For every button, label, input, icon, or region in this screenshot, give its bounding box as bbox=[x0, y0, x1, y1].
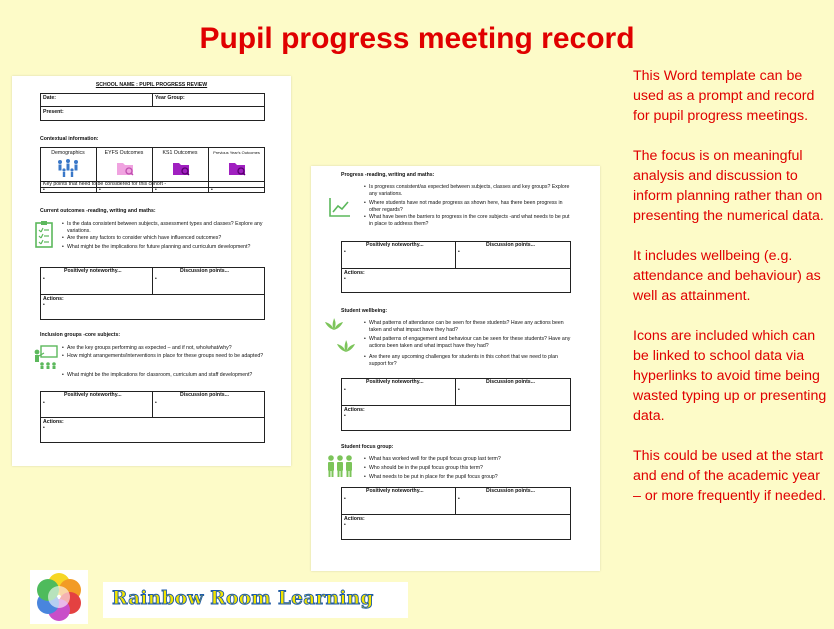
focus-bullet-3: What needs to be put in place for the pupil focus group? bbox=[369, 474, 498, 480]
actions-label-2: Actions: bbox=[43, 419, 64, 425]
actions-label-3: Actions: bbox=[344, 270, 365, 276]
brand-name: Rainbow Room Learning bbox=[112, 588, 374, 609]
progress-heading: Progress -reading, writing and maths: bbox=[341, 172, 435, 178]
positive-label-3: Positively noteworthy... bbox=[366, 242, 424, 248]
outcomes-bullet-1: Is the data consistent between subjects, assessment types and classes? Explore any variations. bbox=[67, 221, 263, 234]
positive-label-4: Positively noteworthy... bbox=[366, 379, 424, 385]
clipboard-icon bbox=[34, 220, 54, 248]
inclusion-heading: Inclusion groups -core subjects: bbox=[40, 332, 121, 338]
outcomes-bullet-2: Are there any factors to consider which have influenced outcomes? bbox=[67, 235, 222, 241]
flower-of-life-icon bbox=[30, 570, 88, 624]
positive-label-1: Positively noteworthy... bbox=[64, 268, 122, 274]
wellbeing-bullet-3: Are there any upcoming challenges for students in this cohort that we need to plan support for? bbox=[369, 354, 558, 367]
eyfs-folder-icon[interactable] bbox=[116, 160, 134, 176]
description-paragraph-4: Icons are included which can be linked to school data via hyperlinks to avoid time being wasted typing up or presenting data. bbox=[633, 328, 827, 424]
wellbeing-bullet-2: What patterns of engagement and behaviour can be seen for these students? Have any actions been taken and what impact have they had? bbox=[369, 336, 571, 349]
contextual-heading: Contextual information: bbox=[40, 136, 99, 142]
actions-label-1: Actions: bbox=[43, 296, 64, 302]
page-title: Pupil progress meeting record bbox=[199, 22, 635, 55]
focus-bullet-2: Who should be in the pupil focus group this term? bbox=[369, 465, 483, 471]
discussion-label-3: Discussion points... bbox=[486, 242, 536, 248]
inclusion-bullet-3: What might be the implications for classroom, curriculum and staff development? bbox=[67, 372, 253, 378]
progress-notes-table bbox=[341, 241, 571, 293]
focus-heading: Student focus group: bbox=[341, 444, 394, 450]
previous-year-label: Previous Year's Outcomes bbox=[213, 150, 260, 155]
key-points-text: Key points that need to be considered for this cohort - bbox=[43, 181, 167, 187]
previous-year-folder-icon[interactable] bbox=[228, 160, 246, 176]
actions-label-4: Actions: bbox=[344, 407, 365, 413]
wellbeing-heading: Student wellbeing: bbox=[341, 308, 388, 314]
discussion-label-5: Discussion points... bbox=[486, 488, 536, 494]
ks1-label: KS1 Outcomes bbox=[162, 150, 198, 156]
date-label: Date: bbox=[43, 95, 56, 101]
group-icon bbox=[325, 454, 355, 478]
present-label: Present: bbox=[43, 109, 64, 115]
description-paragraph-2: The focus is on meaningful analysis and discussion to inform planning rather than on presenting the numerical data. bbox=[633, 148, 824, 224]
outcomes-bullet-3: What might be the implications for future planning and curriculum development? bbox=[67, 244, 251, 250]
description-paragraph-5: This could be used at the start and end of the academic year – or more frequently if needed. bbox=[633, 448, 827, 504]
discussion-label-1: Discussion points... bbox=[180, 268, 230, 274]
positive-label-5: Positively noteworthy... bbox=[366, 488, 424, 494]
eyfs-label: EYFS Outcomes bbox=[104, 150, 144, 156]
rainbow-logo bbox=[30, 570, 88, 624]
description-panel bbox=[633, 66, 828, 526]
progress-bullet-1: Is progress consistent/as expected between subjects, classes and key groups? Explore any variations. bbox=[369, 184, 570, 197]
lotus-icon bbox=[323, 316, 357, 356]
outcomes-heading: Current outcomes -reading, writing and maths: bbox=[40, 208, 156, 214]
positive-label-2: Positively noteworthy... bbox=[64, 392, 122, 398]
teacher-icon bbox=[32, 344, 58, 370]
actions-label-5: Actions: bbox=[344, 516, 365, 522]
demographics-label: Demographics bbox=[51, 150, 85, 156]
demographics-icon[interactable] bbox=[56, 158, 80, 178]
progress-bullet-2: Where students have not made progress as shown here, has there been progress in other regards? bbox=[369, 200, 563, 213]
document-page-2: Progress -reading, writing and maths: • Is progress consistent/as expected between subjects, classes and key groups? Explore any variations. • Where students have not made progress as shown here, has there been progress in other regards? • What have been the barriers to progress in the core subjects -and what needs to be put in place to address them? Positively noteworthy... Discussion points... • • Actions: • Student wellbeing: • What patterns of attendance can be seen for these students? Have any actions been taken and what impact have they had? • What patterns of engagement and behaviour can be seen for these students? Have any actions been taken and what impact have they had? • Are there any upcoming challenges for students in this cohort that we need to plan support for? Positively noteworthy... Discussion points... • • Actions: • Student focus group: • What has worked well for the pupil focus group last term? • Who should be in the pupil focus group this term? • What needs to be put in place for the pupil focus group? Positively noteworthy... Discussion points... • • Actions: • bbox=[311, 166, 600, 571]
inclusion-bullet-2: How might arrangements/interventions in place for these groups need to be adapted? bbox=[67, 353, 264, 359]
line-chart-icon bbox=[328, 196, 352, 218]
document-page-1: SCHOOL NAME : PUPIL PROGRESS REVIEW Date: Year Group: Present: Contextual information: Demographics EYFS Outcomes KS1 Outcomes Previous Year's Outcomes Key points that need to be considered for this cohort - • • • • Current outcomes -reading, writing and maths: • Is the data consistent between subjects, assessment types and classes? Explore any variations. • Are there any factors to consider which have influenced outcomes? • What might be the implications for future planning and curriculum development? Positively noteworthy... Discussion points... • • Actions: • Inclusion groups -core subjects: • Are the key groups performing as expected – and if not, who/what/why? • How might arrangements/interventions in place for these groups need to be adapted? • What might be the implications for classroom, curriculum and staff development? Positively noteworthy... Discussion points... • • Actions: • bbox=[12, 76, 291, 466]
description-paragraph-1: This Word template can be used as a prompt and record for pupil progress meetings. bbox=[633, 68, 815, 124]
ks1-folder-icon[interactable] bbox=[172, 160, 190, 176]
wellbeing-bullet-1: What patterns of attendance can be seen for these students? Have any actions been taken and what impact have they had? bbox=[369, 320, 564, 333]
brand-banner bbox=[103, 582, 408, 618]
progress-bullet-3: What have been the barriers to progress in the core subjects -and what needs to be put in place to address them? bbox=[369, 214, 570, 227]
inclusion-bullet-1: Are the key groups performing as expected – and if not, who/what/why? bbox=[67, 345, 232, 351]
focus-bullet-1: What has worked well for the pupil focus group last term? bbox=[369, 456, 501, 462]
discussion-label-2: Discussion points... bbox=[180, 392, 230, 398]
year-group-label: Year Group: bbox=[155, 95, 185, 101]
school-header: SCHOOL NAME : PUPIL PROGRESS REVIEW bbox=[95, 82, 208, 88]
discussion-label-4: Discussion points... bbox=[486, 379, 536, 385]
description-paragraph-3: It includes wellbeing (e.g. attendance and behaviour) as well as attainment. bbox=[633, 248, 821, 304]
